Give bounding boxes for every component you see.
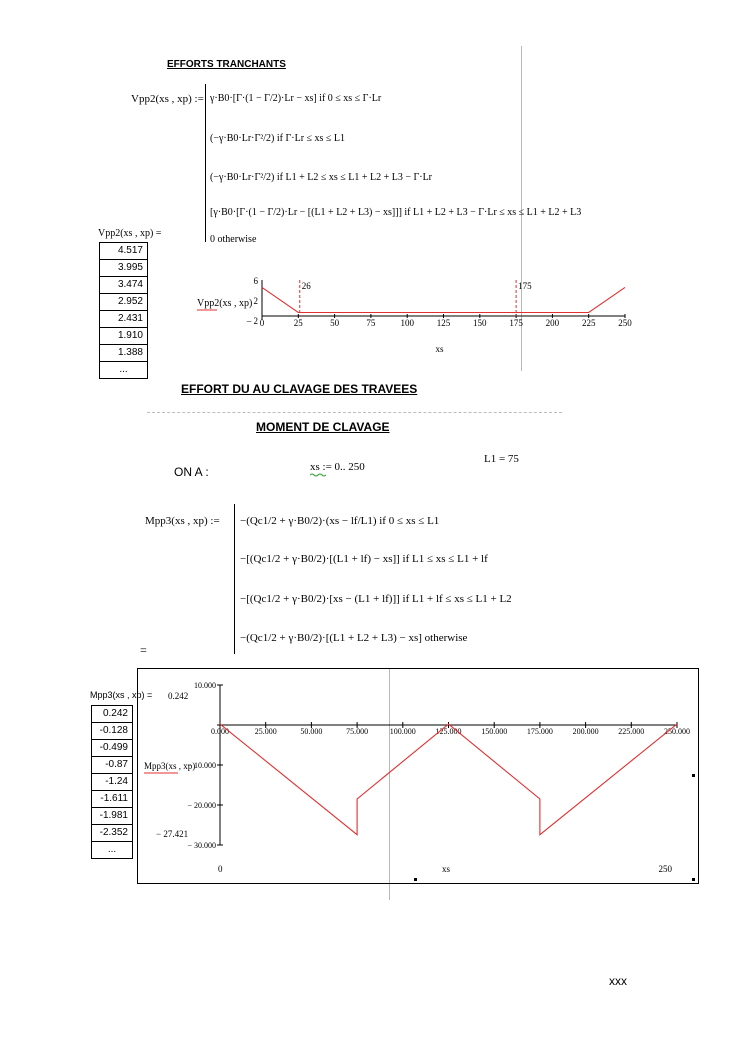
mpp3-table-cell: -0.87 [92, 757, 133, 774]
vpp2-table-cell: 4.517 [100, 243, 148, 260]
mpp3-case-4: −(Qc1/2 + γ·B0/2)·[(L1 + L2 + L3) − xs] otherwise [240, 632, 468, 644]
mpp3-case-3: −[(Qc1/2 + γ·B0/2)·[xs − (L1 + lf)]] if L1 + lf ≤ xs ≤ L1 + L2 [240, 593, 512, 605]
vpp2-y-label: Vpp2(xs , xp) [197, 298, 253, 309]
mpp3-ymax-label: 0.242 [168, 691, 189, 701]
vpp2-case-1: γ·B0·[Γ·(1 − Γ/2)·Lr − xs] if 0 ≤ xs ≤ Γ·Lr [210, 93, 382, 104]
mpp3-cases-brace [234, 504, 238, 654]
mpp3-xmax-label: 250 [658, 864, 672, 874]
vpp2-marker-label: 175 [518, 281, 532, 291]
vpp2-cases-brace [205, 84, 209, 242]
mpp3-table-cell: -0.128 [92, 723, 133, 740]
mpp3-y-tick-label: 10.000 [194, 681, 216, 690]
mpp3-x-tick-label: 0.000 [211, 727, 229, 736]
mpp3-case-1: −(Qc1/2 + γ·B0/2)·(xs − lf/L1) if 0 ≤ xs ≤ L1 [240, 515, 440, 527]
vpp2-x-tick-label: 250 [618, 318, 632, 328]
mpp3-table-cell: -0.499 [92, 740, 133, 757]
vpp2-case-5: 0 otherwise [210, 234, 257, 245]
vpp2-table-row [100, 328, 148, 345]
vpp2-x-tick-label: 50 [330, 318, 340, 328]
vpp2-table-row [100, 311, 148, 328]
vpp2-table-row [100, 362, 148, 379]
section-heading-moment-clavage: MOMENT DE CLAVAGE [256, 420, 390, 434]
section-separator [147, 412, 562, 413]
vpp2-case-4: [γ·B0·[Γ·(1 − Γ/2)·Lr − [(L1 + L2 + L3) − xs]]] if L1 + L2 + L3 − Γ·Lr ≤ xs ≤ L1 + L2 + L3 [210, 207, 582, 218]
section-heading-effort-clavage: EFFORT DU AU CLAVAGE DES TRAVEES [181, 382, 418, 396]
mpp3-x-tick-label: 250.000 [664, 727, 690, 736]
section-heading-efforts-tranchants: EFFORTS TRANCHANTS [167, 59, 286, 70]
vpp2-x-tick-label: 200 [545, 318, 560, 328]
vpp2-table-header: Vpp2(xs , xp) = [98, 228, 162, 239]
mpp3-xmin-label: 0 [218, 864, 223, 874]
mpp3-x-tick-label: 175.000 [526, 727, 553, 736]
mpp3-y-label: Mpp3(xs , xp) [144, 761, 196, 771]
vpp2-table-cell: 3.474 [100, 277, 148, 294]
mpp3-x-tick-label: 150.000 [481, 727, 508, 736]
vpp2-x-tick-label: 125 [436, 318, 451, 328]
mpp3-y-tick-label: − 20.000 [187, 801, 216, 810]
mpp3-ymin-label: − 27.421 [156, 829, 189, 839]
vpp2-x-tick-label: 150 [473, 318, 487, 328]
vpp2-x-tick-label: 0 [259, 318, 265, 328]
vpp2-x-tick-label: 100 [400, 318, 414, 328]
ona-label: ON A : [174, 465, 209, 479]
vpp2-x-label: xs [435, 344, 444, 354]
mpp3-table-row [92, 723, 133, 740]
mpp3-resize-handle [414, 878, 417, 881]
mpp3-x-tick-label: 75.000 [346, 727, 369, 736]
vpp2-table-row [100, 294, 148, 311]
mpp3-y-tick-label: − 30.000 [187, 841, 216, 850]
vpp2-table-cell: 3.995 [100, 260, 148, 277]
mpp3-resize-handle [692, 878, 695, 881]
mpp3-plot [138, 669, 696, 881]
mpp3-x-tick-label: 100.000 [389, 727, 416, 736]
vpp2-case-3: (−γ·B0·Lr·Γ²/2) if L1 + L2 ≤ xs ≤ L1 + L2 + L3 − Γ·Lr [210, 172, 433, 183]
mpp3-table-cell: -1.981 [92, 808, 133, 825]
mpp3-table-cell: -1.611 [92, 791, 133, 808]
vpp2-y-tick-label: – 2 [246, 316, 258, 326]
mpp3-definition-lhs: Mpp3(xs , xp) := [145, 515, 220, 527]
xs-range-text: xs := 0.. 250 [310, 461, 365, 473]
vpp2-x-tick-label: 225 [581, 318, 596, 328]
l1-value: L1 = 75 [484, 453, 519, 465]
mpp3-x-tick-label: 50.000 [300, 727, 323, 736]
vpp2-plot [195, 272, 635, 356]
xs-squiggle-underline [310, 473, 326, 477]
mpp3-table-row [92, 774, 133, 791]
mpp3-x-tick-label: 225.000 [618, 727, 645, 736]
mpp3-table-cell: 0.242 [92, 706, 133, 723]
mpp3-series-line [220, 724, 677, 835]
mpp3-table-row [92, 757, 133, 774]
mpp3-y-tick-label: − 10.000 [187, 761, 216, 770]
vpp2-table-cell: 2.952 [100, 294, 148, 311]
vpp2-table-cell: ... [100, 362, 148, 379]
footer-text: xxx [609, 974, 627, 988]
mpp3-table-header: Mpp3(xs , xp) = [90, 690, 153, 700]
vpp2-x-tick-label: 25 [293, 318, 303, 328]
vpp2-values-table [99, 242, 148, 379]
mpp3-table-row [92, 808, 133, 825]
mpp3-x-tick-label: 200.000 [572, 727, 599, 736]
vpp2-x-tick-label: 175 [509, 318, 523, 328]
mpp3-table-row [92, 740, 133, 757]
vpp2-table-row [100, 277, 148, 294]
xs-range-definition [310, 461, 365, 473]
vpp2-definition-lhs: Vpp2(xs , xp) := [131, 93, 204, 105]
mpp3-table-row [92, 825, 133, 842]
mpp3-table-cell: -2.352 [92, 825, 133, 842]
vpp2-y-tick-label: 6 [253, 276, 258, 286]
vpp2-x-tick-label: 75 [366, 318, 376, 328]
vpp2-table-cell: 1.910 [100, 328, 148, 345]
mpp3-table-row [92, 706, 133, 723]
vpp2-table-cell: 2.431 [100, 311, 148, 328]
equals-sign: = [140, 643, 147, 657]
vpp2-series-line [262, 287, 625, 312]
vpp2-table-row [100, 243, 148, 260]
mpp3-table-row [92, 842, 133, 859]
vpp2-table-row [100, 345, 148, 362]
vpp2-table-row [100, 260, 148, 277]
mpp3-x-label: xs [441, 864, 451, 874]
mpp3-x-tick-label: 125.000 [435, 727, 462, 736]
vpp2-case-2: (−γ·B0·Lr·Γ²/2) if Γ·Lr ≤ xs ≤ L1 [210, 133, 346, 144]
mpp3-table-cell: ... [92, 842, 133, 859]
mpp3-values-table [91, 705, 133, 859]
mpp3-table-row [92, 791, 133, 808]
mpp3-x-tick-label: 25.000 [254, 727, 277, 736]
mpp3-table-cell: -1.24 [92, 774, 133, 791]
vpp2-table-cell: 1.388 [100, 345, 148, 362]
vpp2-marker-label: 26 [301, 281, 311, 291]
vpp2-y-tick-label: 2 [253, 296, 258, 306]
mpp3-resize-handle [692, 774, 695, 777]
mpp3-case-2: −[(Qc1/2 + γ·B0/2)·[(L1 + lf) − xs]] if L1 ≤ xs ≤ L1 + lf [240, 553, 488, 565]
